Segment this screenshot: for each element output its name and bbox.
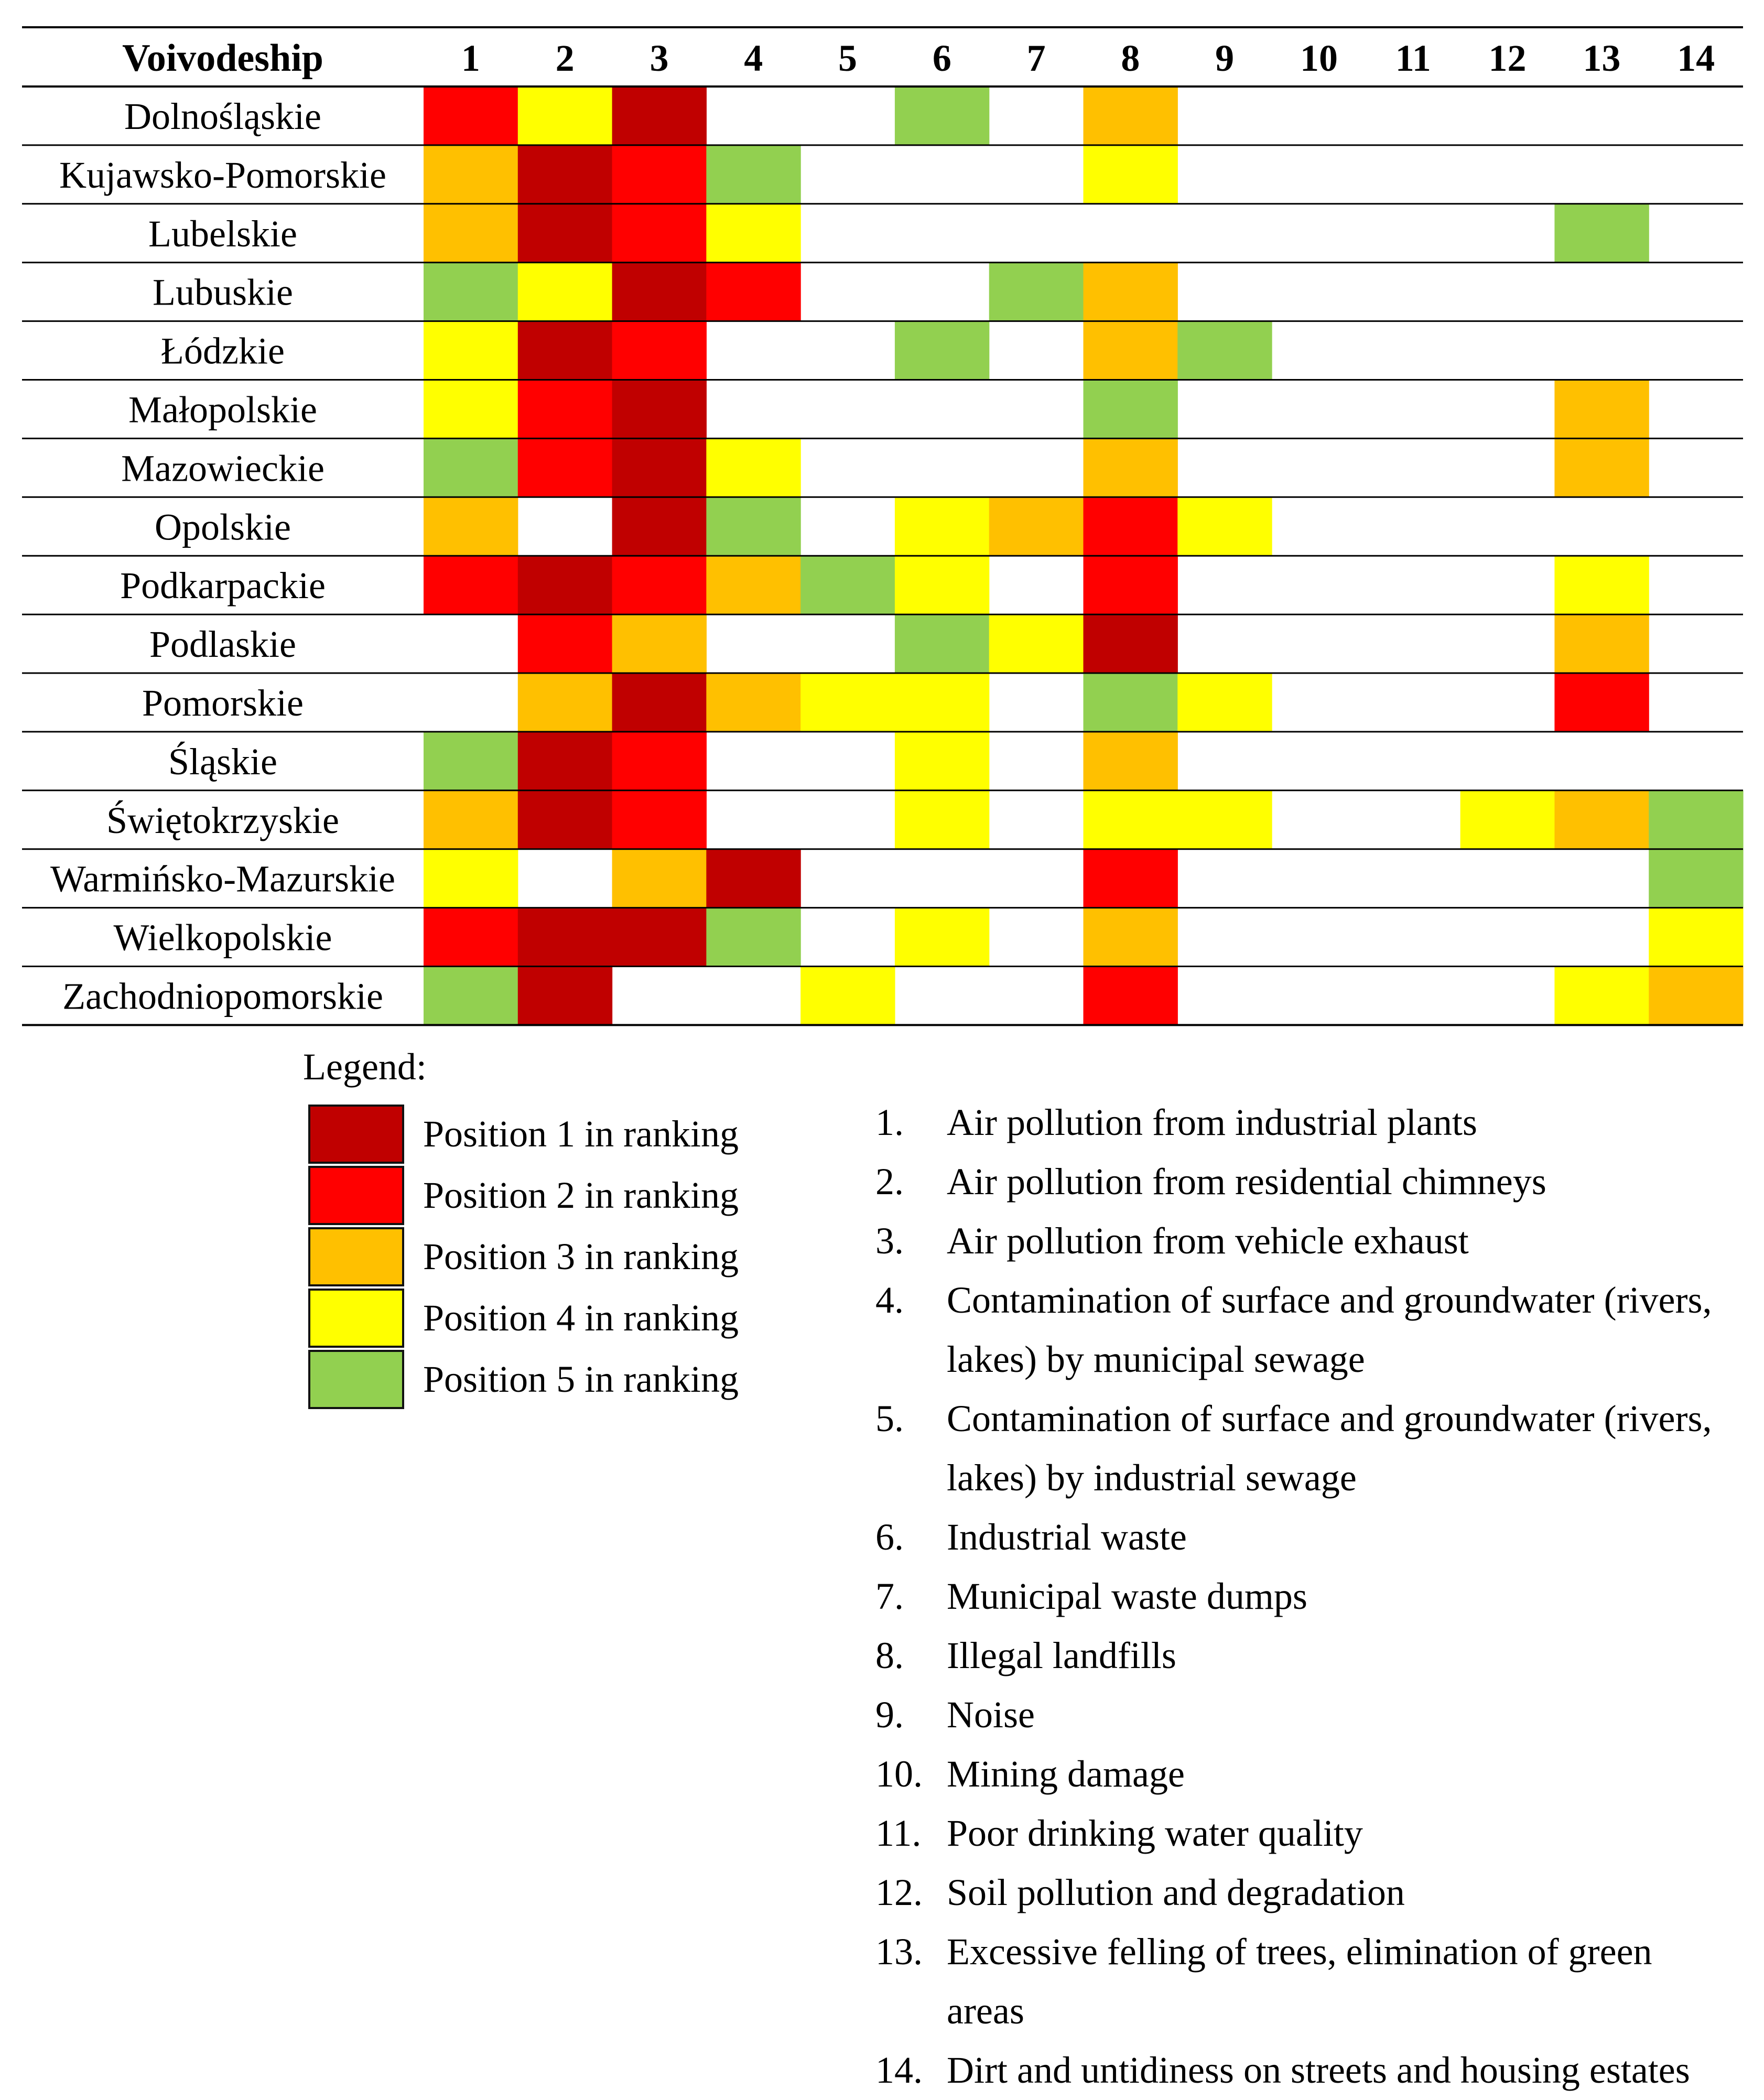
row-label: Lubuskie [153,271,293,313]
heatmap-cell [518,321,612,380]
problem-number: 13. [875,1931,923,1973]
problem-text: Air pollution from residential chimneys [947,1161,1546,1203]
heatmap-cell [895,86,989,145]
heatmap-cell [1177,321,1272,380]
heatmap-cell [612,673,707,732]
heatmap-cell [1084,86,1178,145]
heatmap-cell [612,732,707,791]
problem-item [875,1271,1730,1389]
legend-label: Position 3 in ranking [423,1236,739,1278]
heatmap-cell [612,438,707,497]
heatmap-cell [895,908,989,967]
problem-number: 9. [875,1694,904,1736]
row-label: Łódzkie [161,330,285,372]
legend-item-position-1 [308,1103,739,1165]
heatmap-cell [424,967,518,1025]
legend-swatch [308,1350,404,1409]
heatmap-table [0,0,1764,1043]
row-label: Dolnośląskie [124,95,321,137]
heatmap-cell [612,614,707,673]
row-label: Warmińsko-Mazurskie [50,858,396,900]
legend-swatch [308,1166,404,1225]
heatmap-cell [612,263,707,321]
problem-number: 4. [875,1279,904,1321]
heatmap-cell [706,849,800,908]
problem-item [875,1567,1730,1626]
row-label: Mazowieckie [121,447,324,490]
heatmap-cell [1649,967,1743,1025]
legend-swatch [308,1105,404,1164]
heatmap-cell [1554,380,1649,439]
heatmap-cell [706,145,800,204]
heatmap-cell [518,908,612,967]
heatmap-cell [706,204,800,263]
heatmap-cell [895,556,989,614]
heatmap-cell [1084,849,1178,908]
row-label: Śląskie [168,740,277,783]
heatmap-cell [612,204,707,263]
problem-text: Illegal landfills [947,1634,1176,1676]
heatmap-cell [706,497,800,556]
heatmap-cell [518,673,612,732]
heatmap-cell [800,556,895,614]
column-label-3: 3 [650,37,669,79]
heatmap-cell [1177,791,1272,849]
column-label-7: 7 [1026,37,1046,79]
heatmap-cell [424,908,518,967]
heatmap-cell [424,438,518,497]
heatmap-cell [612,380,707,439]
heatmap-cell [895,497,989,556]
row-label: Pomorskie [142,681,304,724]
heatmap-cell [424,380,518,439]
legend-scale [308,1103,739,1410]
heatmap-cell [1084,497,1178,556]
problem-number: 7. [875,1575,904,1617]
heatmap-cell [1460,791,1555,849]
problem-number: 3. [875,1220,904,1262]
heatmap-cell [424,86,518,145]
row-label: Opolskie [155,506,291,548]
heatmap-cell [1177,497,1272,556]
problem-number: 10. [875,1753,923,1795]
column-label-10: 10 [1300,37,1338,79]
column-label-9: 9 [1215,37,1235,79]
heatmap-cell [895,614,989,673]
problem-text: Air pollution from vehicle exhaust [947,1220,1469,1262]
row-label: Zachodniopomorskie [62,975,383,1017]
heatmap-cell [424,791,518,849]
heatmap-cell [1649,791,1743,849]
heatmap-cell [424,145,518,204]
problem-text: Industrial waste [947,1516,1187,1558]
row-label: Świętokrzyskie [106,799,339,841]
heatmap-cell [518,380,612,439]
heatmap-cell [1084,380,1178,439]
row-label: Kujawsko-Pomorskie [59,154,386,196]
problem-text: Poor drinking water quality [947,1812,1363,1854]
problem-number: 5. [875,1398,904,1439]
heatmap-cell [1177,673,1272,732]
heatmap-cell [1554,673,1649,732]
legend-item-position-5 [308,1349,739,1410]
heatmap-cell [518,614,612,673]
heatmap-cell [989,614,1084,673]
problem-text: Contamination of surface and groundwater (rivers, lakes) by industrial sewage [947,1398,1712,1499]
problem-item [875,1863,1730,1922]
problem-item [875,1508,1730,1567]
problem-item [875,2041,1730,2100]
legend-label: Position 1 in ranking [423,1113,739,1155]
problem-number: 14. [875,2049,923,2091]
heatmap-cell [518,732,612,791]
problem-list [875,1093,1730,2100]
heatmap-cell [518,556,612,614]
heatmap-cell [1649,908,1743,967]
heatmap-cell [706,673,800,732]
heatmap-cell [706,908,800,967]
problem-text: Contamination of surface and groundwater (rivers, lakes) by municipal sewage [947,1279,1712,1380]
column-label-14: 14 [1677,37,1715,79]
legend-item-position-3 [308,1226,739,1287]
header-voivodeship: Voivodeship [122,37,323,80]
problem-number: 6. [875,1516,904,1558]
problem-text: Soil pollution and degradation [947,1871,1405,1913]
heatmap-cell [800,967,895,1025]
column-label-4: 4 [744,37,763,79]
heatmap-cell [895,321,989,380]
heatmap-cell [1084,908,1178,967]
heatmap-cell [612,145,707,204]
heatmap-cell [518,967,612,1025]
heatmap-cell [1084,614,1178,673]
problem-item [875,1685,1730,1745]
heatmap-cell [1649,849,1743,908]
column-label-5: 5 [838,37,858,79]
problem-text: Municipal waste dumps [947,1575,1307,1617]
column-label-8: 8 [1121,37,1140,79]
heatmap-cell [424,204,518,263]
heatmap-cell [612,86,707,145]
heatmap-cell [1554,556,1649,614]
heatmap-cell [612,908,707,967]
column-label-1: 1 [461,37,480,79]
heatmap-cell [612,556,707,614]
heatmap-cell [424,321,518,380]
row-label: Podkarpackie [120,565,326,607]
problem-item [875,1626,1730,1685]
heatmap-cell [518,438,612,497]
legend-label: Position 5 in ranking [423,1358,739,1400]
heatmap-cell [895,673,989,732]
heatmap-cell [612,497,707,556]
legend-swatch [308,1227,404,1286]
problem-text: Air pollution from industrial plants [947,1101,1477,1143]
heatmap-cell [1084,321,1178,380]
heatmap-cell [518,263,612,321]
heatmap-cell [518,145,612,204]
column-label-12: 12 [1488,37,1527,79]
problem-item [875,1211,1730,1271]
heatmap-cell [424,732,518,791]
heatmap-cell [612,791,707,849]
heatmap-cell [895,732,989,791]
legend-item-position-2 [308,1165,739,1226]
heatmap-cell [1084,263,1178,321]
problem-number: 11. [875,1812,922,1854]
heatmap-cell [424,556,518,614]
legend-title: Legend: [303,1046,427,1088]
heatmap-cell [612,321,707,380]
column-label-13: 13 [1583,37,1621,79]
heatmap-cell [800,673,895,732]
row-label: Podlaskie [149,623,296,666]
heatmap-cell [518,204,612,263]
column-label-2: 2 [555,37,575,79]
row-label: Małopolskie [128,388,317,431]
heatmap-cell [1554,791,1649,849]
heatmap-cell [706,556,800,614]
problem-number: 1. [875,1101,904,1143]
heatmap-cell [612,849,707,908]
problem-text: Dirt and untidiness on streets and housing estates [947,2049,1690,2091]
problem-item [875,1745,1730,1804]
heatmap-cell [518,86,612,145]
heatmap-cell [424,497,518,556]
problem-text: Excessive felling of trees, elimination of green areas [947,1931,1652,2032]
problem-item [875,1922,1730,2041]
problem-item [875,1093,1730,1152]
heatmap-cell [1084,967,1178,1025]
heatmap-cell [989,263,1084,321]
legend-label: Position 4 in ranking [423,1297,739,1339]
problem-number: 2. [875,1161,904,1203]
legend-swatch [308,1289,404,1348]
heatmap-cell [706,263,800,321]
legend-label: Position 2 in ranking [423,1174,739,1216]
problem-text: Noise [947,1694,1035,1736]
legend-item-position-4 [308,1287,739,1349]
heatmap-cell [1084,732,1178,791]
heatmap-cell [518,791,612,849]
heatmap-cell [424,263,518,321]
heatmap-cell [1554,967,1649,1025]
column-labels [461,37,1715,79]
heatmap-cell [1554,204,1649,263]
heatmap-cell [989,497,1084,556]
heatmap-cell [1554,438,1649,497]
heatmap-cell [1084,438,1178,497]
heatmap-cell [1084,791,1178,849]
row-label: Lubelskie [148,212,297,255]
column-label-6: 6 [932,37,951,79]
heatmap-cell [1084,145,1178,204]
problem-number: 12. [875,1871,923,1913]
problem-item [875,1389,1730,1508]
problem-item [875,1804,1730,1863]
row-label: Wielkopolskie [113,916,332,959]
problem-number: 8. [875,1634,904,1676]
heatmap-cell [1554,614,1649,673]
problem-item [875,1152,1730,1211]
heatmap-cell [1084,673,1178,732]
heatmap-cell [706,438,800,497]
heatmap-cell [895,791,989,849]
heatmap-cell [424,849,518,908]
column-label-11: 11 [1395,37,1431,79]
heatmap-cell [1084,556,1178,614]
problem-text: Mining damage [947,1753,1185,1795]
